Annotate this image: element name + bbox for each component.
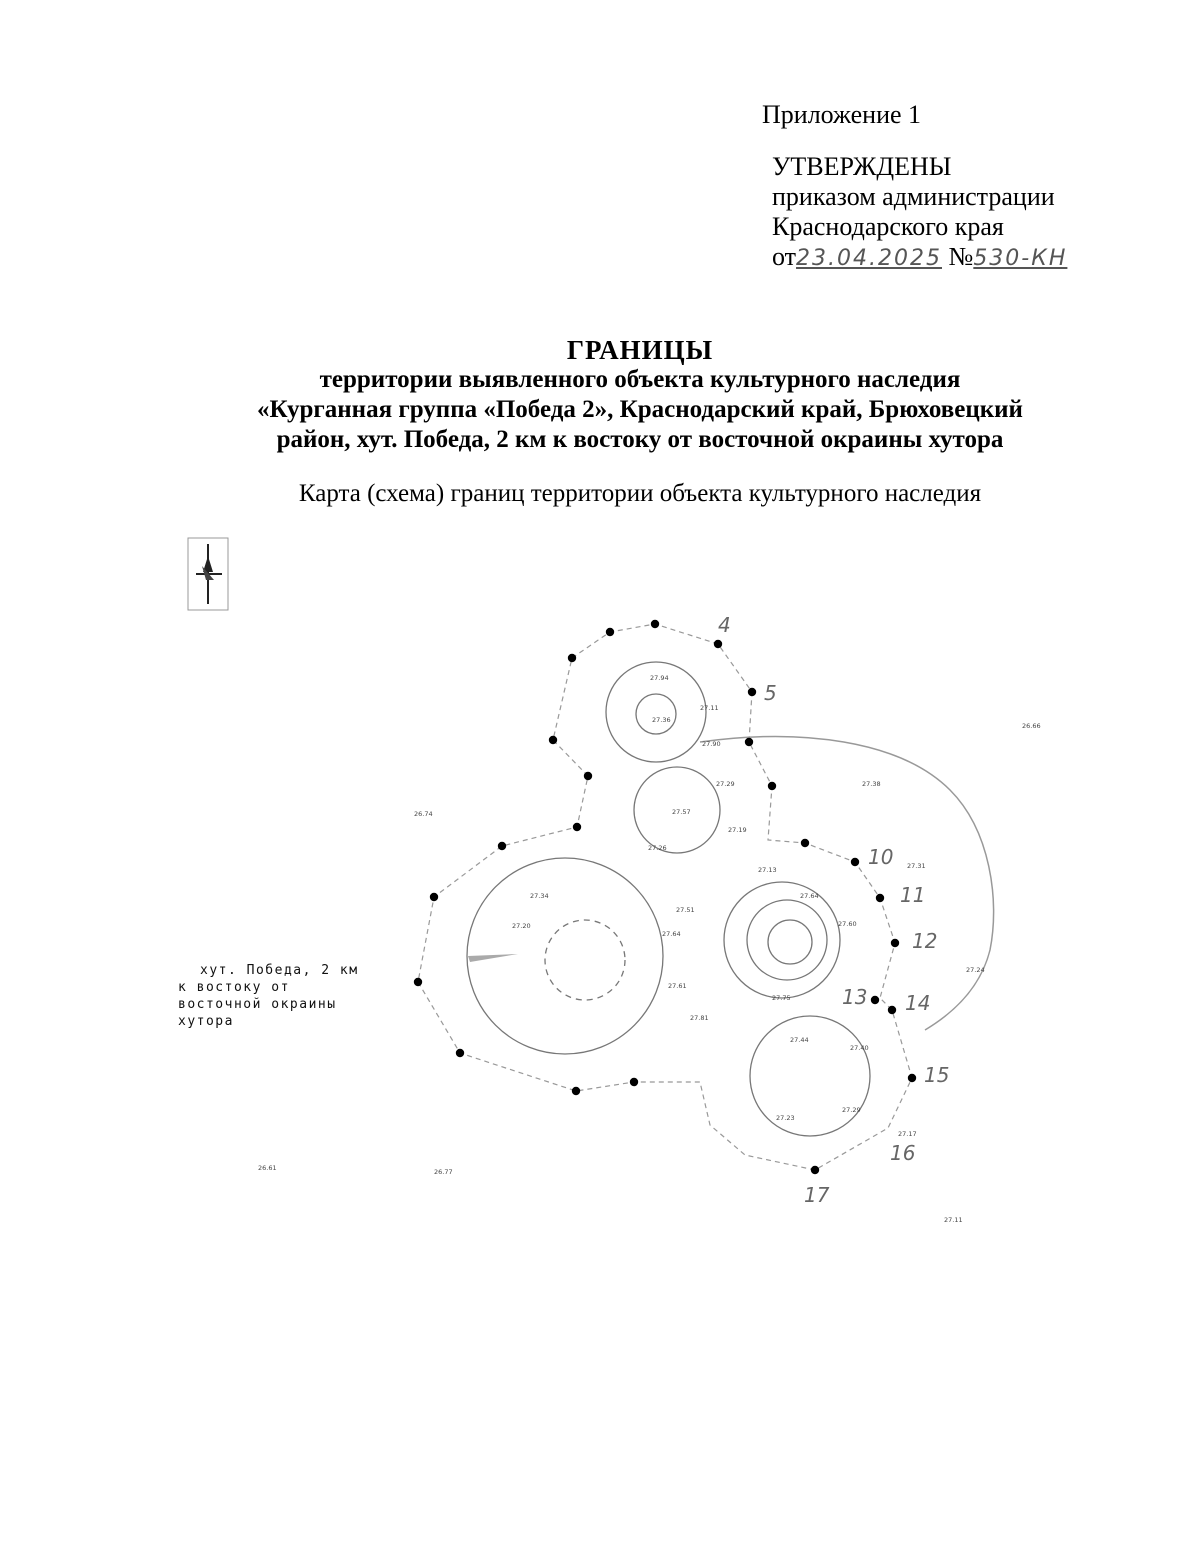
point-number: 10: [868, 845, 894, 869]
elevation-label: 27.26: [648, 844, 667, 852]
elevation-label: 27.81: [690, 1014, 709, 1022]
boundary-point: [568, 654, 576, 662]
subtitle-line1: территории выявленного объекта культурного наследия: [319, 366, 961, 393]
elevation-label: 27.17: [898, 1130, 917, 1138]
map-caption: Карта (схема) границ территории объекта культурного наследия: [298, 480, 982, 507]
elevation-label: 27.64: [800, 892, 819, 900]
approved-by-line2: Краснодарского края: [772, 212, 1004, 241]
elevation-label: 27.23: [776, 1114, 795, 1122]
elevation-label: 27.44: [790, 1036, 809, 1044]
elevation-label: 27.60: [838, 920, 857, 928]
boundary-point: [876, 894, 884, 902]
boundary-point: [573, 823, 581, 831]
boundary-point: [606, 628, 614, 636]
from-label: от: [772, 242, 797, 271]
approved-label: УТВЕРЖДЕНЫ: [772, 152, 952, 181]
elevation-label: 27.31: [907, 862, 926, 870]
boundary-point: [549, 736, 557, 744]
boundary-point: [748, 688, 756, 696]
boundary-point: [851, 858, 859, 866]
elevation-label: 27.13: [758, 866, 777, 874]
boundary-point: [456, 1049, 464, 1057]
elevation-label: 27.57: [672, 808, 691, 816]
document-subtitle: [150, 365, 1130, 455]
boundary-map: [0, 520, 1200, 1280]
location-label-line3: восточной окраины: [178, 997, 337, 1012]
boundary-point: [891, 939, 899, 947]
boundary-point: [714, 640, 722, 648]
order-date-line: [762, 242, 1067, 274]
boundary-point: [651, 620, 659, 628]
boundary-line: [418, 624, 912, 1170]
point-number: 12: [912, 929, 938, 953]
elevation-label: 27.11: [700, 704, 719, 712]
point-number: 17: [804, 1183, 830, 1207]
elevation-label: 27.20: [512, 922, 531, 930]
elevation-label: 27.19: [728, 826, 747, 834]
boundary-point: [768, 782, 776, 790]
location-label-line4: хутора: [178, 1014, 234, 1029]
document-title: ГРАНИЦЫ: [566, 335, 714, 365]
boundary-point: [414, 978, 422, 986]
boundary-points: [414, 620, 916, 1174]
point-number: 16: [890, 1141, 916, 1165]
elevation-label: 27.75: [772, 994, 791, 1002]
location-label-line2: к востоку от: [178, 980, 290, 995]
subtitle-line3: район, хут. Победа, 2 км к востоку от восточной окраины хутора: [276, 426, 1004, 453]
point-number: 11: [900, 883, 926, 907]
elevation-label: 27.94: [650, 674, 669, 682]
point-number: 15: [924, 1063, 950, 1087]
boundary-point: [430, 893, 438, 901]
elevation-label: 27.61: [668, 982, 687, 990]
point-number: 5: [764, 681, 777, 705]
point-number: 14: [905, 991, 931, 1015]
elevation-label: 27.24: [966, 966, 985, 974]
boundary-point: [498, 842, 506, 850]
boundary-point: [630, 1078, 638, 1086]
elevation-label: 27.40: [850, 1044, 869, 1052]
elevation-label: 27.34: [530, 892, 549, 900]
elevation-label: 27.64: [662, 930, 681, 938]
location-label: [178, 963, 359, 1029]
elevation-label: 27.90: [702, 740, 721, 748]
subtitle-line2: «Курганная группа «Победа 2», Краснодарский край, Брюховецкий: [257, 396, 1023, 423]
appendix-label: Приложение 1: [762, 100, 922, 129]
elevation-label: 26.77: [434, 1168, 453, 1176]
boundary-point: [908, 1074, 916, 1082]
elevation-label: 26.61: [258, 1164, 277, 1172]
point-number: 13: [842, 985, 868, 1009]
boundary-point: [801, 839, 809, 847]
point-number-labels: [718, 613, 949, 1207]
boundary-point: [572, 1087, 580, 1095]
number-label: №: [948, 242, 974, 271]
elevation-label: 26.66: [1022, 722, 1041, 730]
elevation-label: 27.36: [652, 716, 671, 724]
approval-block: [762, 100, 1067, 274]
boundary-point: [745, 738, 753, 746]
elevation-label: 27.38: [862, 780, 881, 788]
location-label-line1: хут. Победа, 2 км: [200, 963, 359, 978]
direction-arrow-icon: [468, 954, 518, 962]
point-number: 4: [718, 613, 731, 637]
handwritten-date: 23.04.2025: [796, 246, 942, 271]
elevation-label: 27.11: [944, 1216, 963, 1224]
boundary-point: [888, 1006, 896, 1014]
elevation-label: 27.29: [842, 1106, 861, 1114]
elevation-label: 26.74: [414, 810, 433, 818]
boundary-point: [871, 996, 879, 1004]
handwritten-number: 530-КН: [973, 246, 1068, 271]
north-arrow-icon: [188, 538, 228, 610]
elevation-label: 27.29: [716, 780, 735, 788]
approved-by-line1: приказом администрации: [772, 182, 1055, 211]
elevation-label: 27.51: [676, 906, 695, 914]
boundary-point: [584, 772, 592, 780]
boundary-point: [811, 1166, 819, 1174]
